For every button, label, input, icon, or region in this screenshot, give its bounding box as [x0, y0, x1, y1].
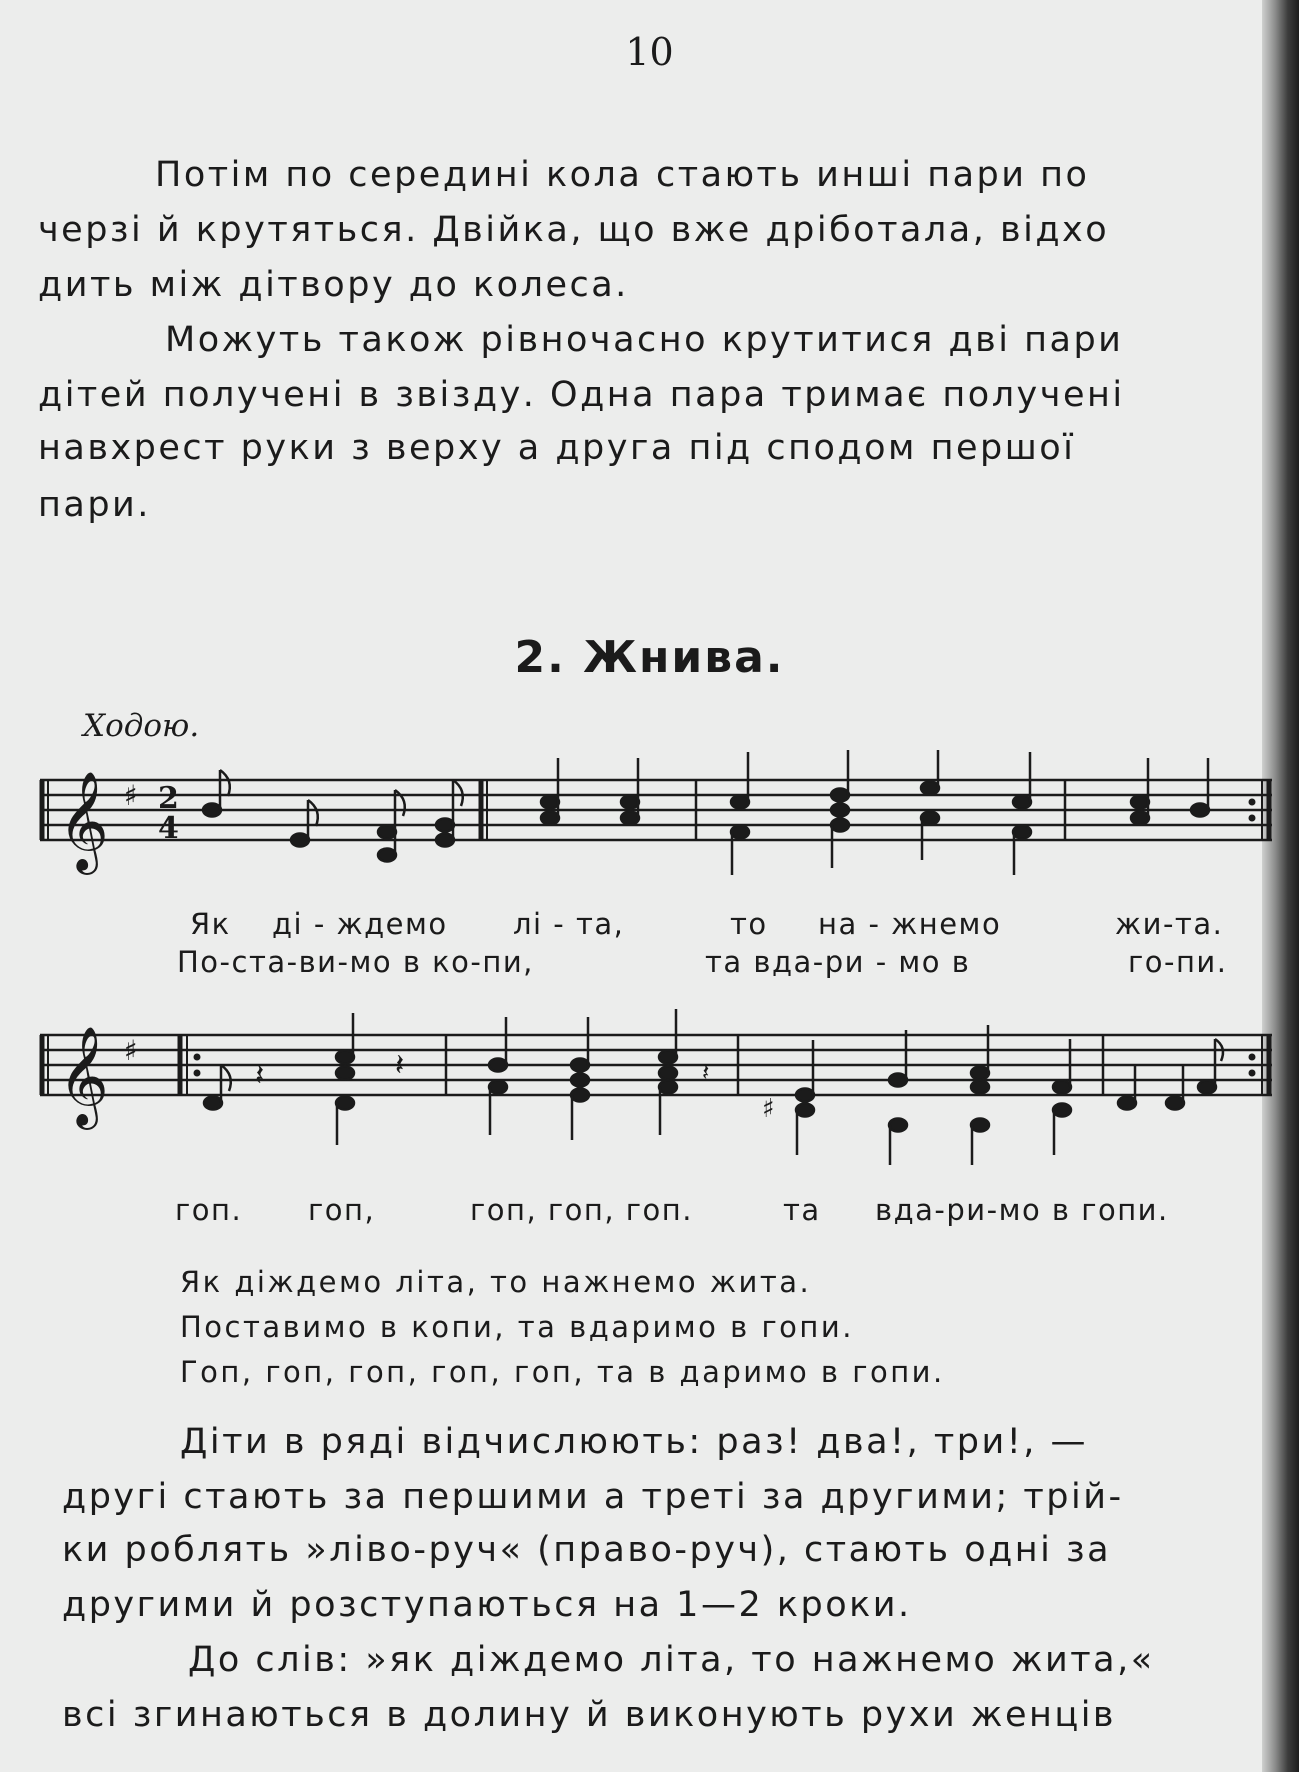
para2-line1: Можуть також рівночасно крутитися дві пари [165, 320, 1124, 360]
svg-text:♯: ♯ [762, 1094, 775, 1124]
key-signature-sharp-2: ♯ [124, 1034, 138, 1067]
para1-line3: дить між дітвору до колеса. [38, 265, 629, 305]
notes-system-2 [204, 1009, 1223, 1165]
staff-lines-2 [40, 1035, 1272, 1095]
lyric-1-6: жи-та. [1115, 907, 1224, 941]
song-title: 2. Жнива. [514, 632, 785, 683]
para3-line3: ки роблять »ліво-руч« (право-руч), стають одні за [62, 1530, 1112, 1570]
para2-line3: навхрест руки з верху а друга під сподом першої [38, 428, 1076, 468]
para2-line2: дітей получені в звізду. Одна пара тримає получені [38, 375, 1125, 415]
staff-lines-1 [40, 780, 1272, 840]
verse-line-1: Як діждемо літа, то нажнемо жита. [180, 1265, 812, 1299]
lyric-2-1: По-ста-ви-мо в ко-пи, [177, 945, 534, 979]
lyric-1-2: ді - ждемо [272, 907, 448, 941]
para2-line4: пари. [38, 485, 151, 525]
lyric-3-3: гоп, гоп, гоп. [470, 1193, 693, 1227]
lyric-1-3: лі - та, [513, 907, 625, 941]
lyric-3-4: та [783, 1193, 821, 1227]
para1-line2: черзі й крутяться. Двійка, що вже дріботала, відхо [38, 210, 1110, 250]
para1-line1: Потім по середині кола стають инші пари по [155, 155, 1090, 195]
lyric-1-4: то [730, 907, 768, 941]
svg-text:𝄽: 𝄽 [255, 1058, 265, 1093]
lyric-3-5: вда-ри-мо в гопи. [875, 1193, 1169, 1227]
music-staff-1 [0, 750, 1299, 890]
para3-line4: другими й розступаються на 1—2 кроки. [62, 1585, 912, 1625]
verse-line-2: Поставимо в копи, та вдаримо в гопи. [180, 1310, 854, 1344]
lyric-3-2: гоп, [308, 1193, 376, 1227]
svg-text:𝄽: 𝄽 [395, 1048, 405, 1083]
para4-line1: До слів: »як діждемо літа, то нажнемо жита,« [188, 1640, 1155, 1680]
treble-clef-icon-2: 𝄞 [58, 1026, 109, 1126]
lyric-2-3: го-пи. [1128, 945, 1228, 979]
lyric-3-1: гоп. [175, 1193, 243, 1227]
para4-line2: всі згинаються в долину й виконують рухи женців [62, 1695, 1117, 1735]
para3-line1: Діти в ряді відчислюють: раз! два!, три!, — [180, 1422, 1088, 1462]
lyric-1-5: на - жнемо [818, 907, 1002, 941]
svg-text:𝄽: 𝄽 [702, 1058, 710, 1086]
treble-clef-icon: 𝄞 [58, 771, 109, 871]
key-signature-sharp: ♯ [124, 779, 138, 812]
notes-system-1 [203, 750, 1209, 875]
lyric-1-1: Як [190, 907, 231, 941]
verse-line-3: Гоп, гоп, гоп, гоп, гоп, та в даримо в гопи. [180, 1355, 945, 1389]
music-staff-2 [0, 1005, 1299, 1175]
page-number: 10 [625, 30, 674, 74]
lyric-2-2: та вда-ри - мо в [705, 945, 971, 979]
para3-line2: другі стають за першими а треті за другими; трій- [62, 1477, 1124, 1517]
time-signature-top: 2 [158, 781, 179, 816]
tempo-marking: Ходою. [83, 708, 200, 744]
time-signature-bottom: 4 [158, 811, 179, 846]
